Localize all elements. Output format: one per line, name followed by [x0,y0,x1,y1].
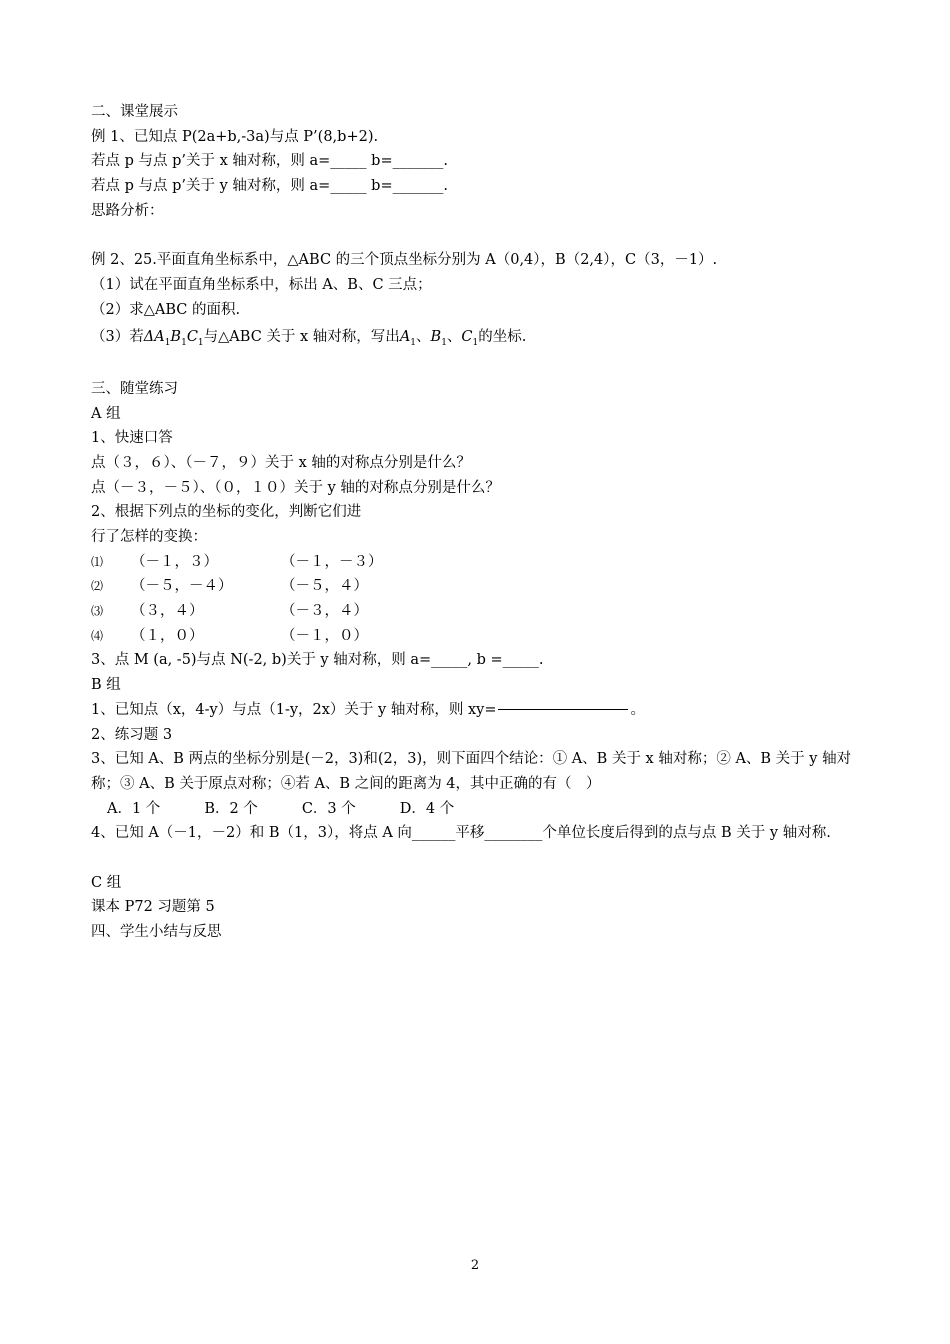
a3-question: 3、点 M (a, -5)与点 N(-2, b)关于 y 轴对称，则 a=_____, b =_____. [91,652,544,669]
answer-line [498,709,628,710]
example-1-question-1: 若点 p 与点 p’关于 x 轴对称，则 a=_____ b=_______. [91,153,448,170]
group-b-label: B 组 [91,677,121,694]
example-2-question-3: （3）若$\Delta A_1B_1C_1$与△ABC 关于 x 轴对称，写出$A_1$、$B_1$、$C_1$的坐标. [91,329,527,349]
group-c-label: C 组 [91,874,122,891]
point-c1: $C_1$ [461,329,479,349]
b3-question: 3、已知 A、B 两点的坐标分别是(－2，3)和(2，3)，则下面四个结论：① A、B 关于 x 轴对称；② A、B 关于 y 轴对称；③ A、B 关于原点对称；④若 A、B 之间的距离为 4，其中正确的有（ ） [91,751,852,792]
page-number: 2 [470,1258,480,1273]
transform-row: ⑶ （３，４） （－３，４） [91,603,368,620]
a1-question-2: 点（－３，－５）、（０，１０）关于 y 轴的对称点分别是什么？ [91,479,500,496]
triangle-a1b1c1: $\Delta A_1B_1C_1$ [143,329,204,349]
b1-question: 1、已知点（x，4-y）与点（1-y，2x）关于 y 轴对称，则 xy= 。 [91,701,645,718]
choice-a: A．1 个 [107,800,161,817]
document-page [91,100,871,945]
example-2-question-1: （1）试在平面直角坐标系中，标出 A、B、C 三点； [91,276,432,293]
b4-question: 4、已知 A（－1，－2）和 B（1，3），将点 A 向______平移________个单位长度后得到的点与点 B 关于 y 轴对称. [91,825,831,842]
example-2-statement: 例 2、25.平面直角坐标系中，△ABC 的三个顶点坐标分别为 A（0,4），B（2,4），C（3，－1）. [91,252,718,269]
section-title: 四、学生小结与反思 [91,924,222,941]
example-2-question-2: （2）求△ABC 的面积. [91,301,241,318]
point-a1: $A_1$ [399,329,417,349]
choice-b: B．2 个 [204,800,258,817]
transform-row: ⑴ （－１，３） （－１，－３） [91,553,383,570]
b3-choices [91,797,871,822]
choice-c: C．3 个 [301,800,356,817]
group-a-label: A 组 [91,405,121,422]
example-1-question-2: 若点 p 与点 p’关于 y 轴对称，则 a=_____ b=_______. [91,178,448,195]
spacer [91,352,871,377]
a1-question-1: 点（３，６）、（－７，９）关于 x 轴的对称点分别是什么？ [91,454,471,471]
analysis-label: 思路分析： [91,202,164,219]
section-title: 三、随堂练习 [91,380,178,397]
section-title: 二、课堂展示 [91,104,178,120]
point-b1: $B_1$ [430,329,447,349]
transform-row: ⑷ （１，０） （－１，０） [91,627,368,644]
spacer [91,223,871,248]
choice-d: D．4 个 [399,800,455,817]
example-1-statement: 例 1、已知点 P(2a+b,-3a)与点 P’(8,b+2). [91,128,379,145]
a1-title: 1、快速口答 [91,430,173,447]
a2-title-line-1: 2、根据下列点的坐标的变化，判断它们进 [91,504,362,521]
c1-question: 课本 P72 习题第 5 [91,899,215,916]
spacer [91,846,871,871]
b2-question: 2、练习题 3 [91,726,173,743]
a2-title-line-2: 行了怎样的变换： [91,529,207,545]
transform-row: ⑵ （－５，－４） （－５，４） [91,578,368,595]
